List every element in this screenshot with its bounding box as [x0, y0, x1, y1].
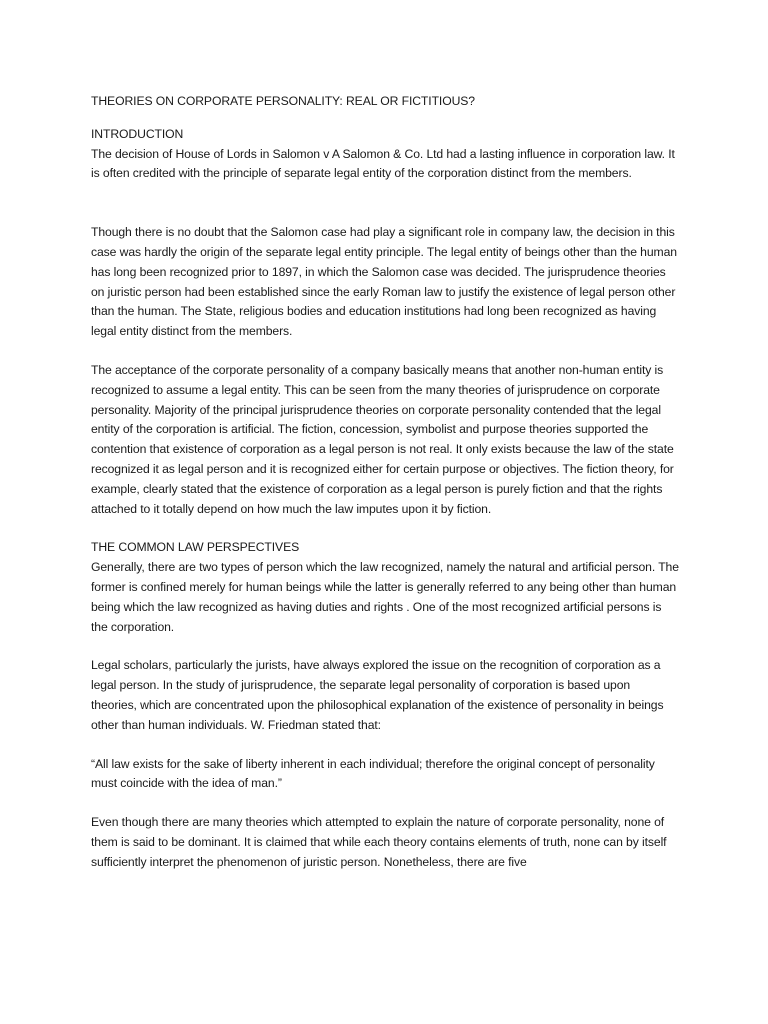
paragraph: Though there is no doubt that the Salomon case had play a significant role in company law, the decision in this case was hardly the origin of the separate legal entity principle. The legal entity of beings other than the human has long been recognized prior to 1897, in which the Salomon case was decided. The jurisprudence theories on juristic person had been established since the early Roman law to justify the existence of legal person other than the human. The State, religious bodies and education institutions had long been recognized as having legal entity distinct from the members. — [91, 225, 677, 339]
section-heading-introduction: INTRODUCTION — [91, 126, 184, 141]
paragraph: Legal scholars, particularly the jurists, have always explored the issue on the recognition of corporation as a legal person. In the study of jurisprudence, the separate legal personality of corporation is based upon theories, which are concentrated upon the philosophical explanation of the existence of personality in beings other than human individuals. W. Friedman stated that: — [91, 658, 664, 732]
paragraph: Even though there are many theories which attempted to explain the nature of corporate personality, none of them is said to be dominant. It is claimed that while each theory contains elements of truth, none can by itself sufficiently interpret the phenomenon of juristic person. Nonetheless, there are five — [91, 815, 667, 869]
paragraph: The acceptance of the corporate personality of a company basically means that another non-human entity is recognized to assume a legal entity. This can be seen from the many theories of jurisprudence on corporate personality. Majority of the principal jurisprudence theories on corporate personality contended that the legal entity of the corporation is artificial. The fiction, concession, symbolist and purpose theories supported the contention that existence of corporation as a legal person is not real. It only exists because the law of the state recognized it as legal person and it is recognized either for certain purpose or objectives. The fiction theory, for example, clearly stated that the existence of corporation as a legal person is purely fiction and that the rights attached to it totally depend on how much the law imputes upon it by fiction. — [91, 362, 674, 516]
paragraph: Generally, there are two types of person which the law recognized, namely the natural and artificial person. The former is confined merely for human beings while the latter is generally referred to any being other than human being which the law recognized as having duties and rights . One of the most recognized artificial persons is the corporation. — [91, 560, 679, 634]
block-quote: “All law exists for the sake of liberty inherent in each individual; therefore the original concept of personality must coincide with the idea of man.” — [91, 756, 655, 791]
paragraph: The decision of House of Lords in Salomon v A Salomon & Co. Ltd had a lasting influence in corporation law. It is often credited with the principle of separate legal entity of the corporation distinct from the members. — [91, 146, 675, 181]
document-title: THEORIES ON CORPORATE PERSONALITY: REAL OR FICTITIOUS? — [91, 94, 475, 108]
section-heading-common-law: THE COMMON LAW PERSPECTIVES — [91, 540, 300, 555]
document-page — [91, 92, 679, 873]
